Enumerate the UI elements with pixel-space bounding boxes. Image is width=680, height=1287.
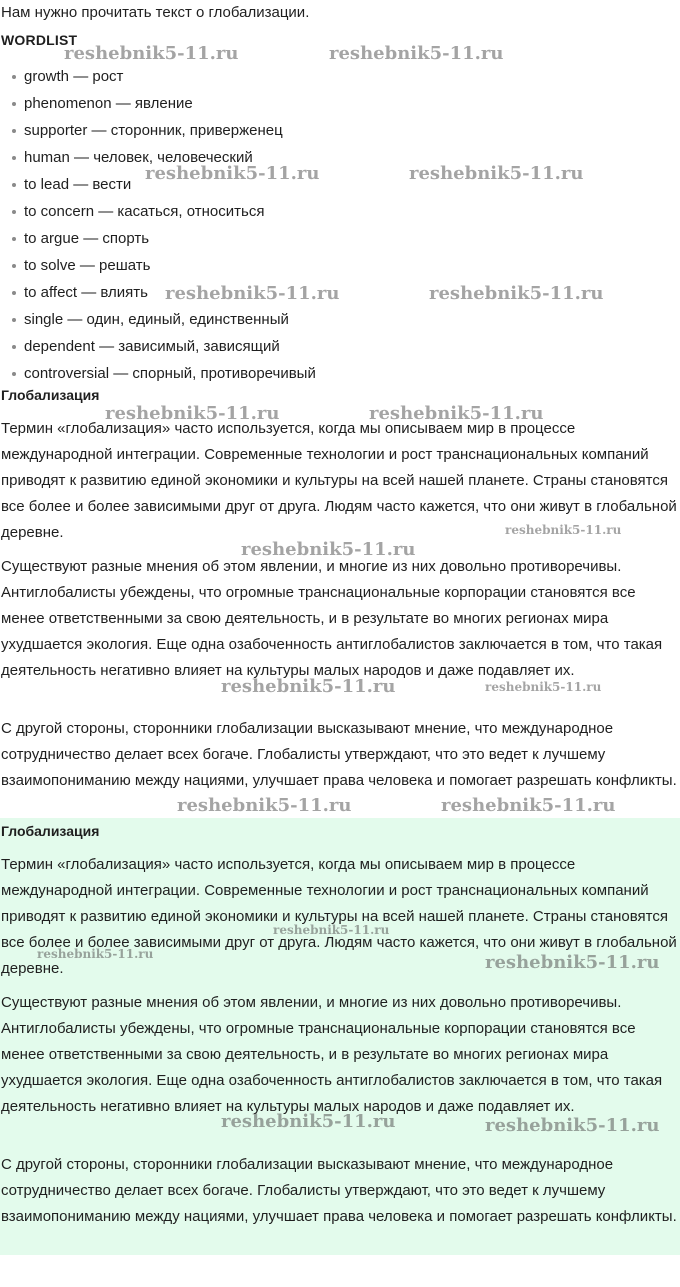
bullet-icon [12, 345, 16, 349]
bullet-icon [12, 318, 16, 322]
watermark: reshebnik5-11.ru [485, 952, 660, 973]
bullet-icon [12, 237, 16, 241]
wordlist-item-text: single — один, единый, единственный [24, 311, 289, 328]
text-paragraph-1: Термин «глобализация» часто используется, когда мы описываем мир в процессе международной интеграции. Современные технологии и рост транснациональных компаний приводят к развитию единой экономики и культуры на всей нашей планете. Страны становятся все более и более зависимыми друг от друга. Людям часто кажется, что они живут в глобальной деревне. [1, 420, 677, 541]
watermark: reshebnik5-11.ru [273, 923, 390, 937]
wordlist [0, 63, 316, 387]
bullet-icon [12, 210, 16, 214]
watermark: reshebnik5-11.ru [105, 403, 280, 424]
watermark: reshebnik5-11.ru [485, 680, 602, 694]
wordlist-item-text: to argue — спорть [24, 230, 150, 247]
wordlist-item [0, 63, 316, 90]
wordlist-item [0, 117, 316, 144]
wordlist-item [0, 90, 316, 117]
answer-paragraph-2: Существуют разные мнения об этом явлении, и многие из них довольно противоречивы. Антиглобалисты убеждены, что огромные транснациональные корпорации становятся все менее ответственными за свою деятельность, и в результате во многих регионах мира ухудшается экология. Еще одна озабоченность антиглобалистов заключается в том, что такая деятельность негативно влияет на культуры малых народов и даже подавляет их. [1, 994, 663, 1115]
bullet-icon [12, 129, 16, 133]
watermark: reshebnik5-11.ru [429, 283, 604, 304]
watermark: reshebnik5-11.ru [241, 539, 416, 560]
watermark: reshebnik5-11.ru [177, 795, 352, 816]
watermark: reshebnik5-11.ru [165, 283, 340, 304]
watermark: reshebnik5-11.ru [64, 43, 239, 64]
bullet-icon [12, 372, 16, 376]
wordlist-item-text: to affect — влиять [24, 284, 148, 301]
watermark: reshebnik5-11.ru [329, 43, 504, 64]
bullet-icon [12, 291, 16, 295]
bullet-icon [12, 102, 16, 106]
text-paragraph-3: С другой стороны, сторонники глобализации высказывают мнение, что международное сотрудничество делает всех богаче. Глобалисты утверждают, что это ведет к лучшему взаимопониманию между нациями, улучшает права человека и помогает разрешать конфликты. [1, 720, 677, 789]
watermark: reshebnik5-11.ru [221, 676, 396, 697]
watermark: reshebnik5-11.ru [145, 163, 320, 184]
watermark: reshebnik5-11.ru [441, 795, 616, 816]
wordlist-item-text: dependent — зависимый, зависящий [24, 338, 280, 355]
wordlist-item [0, 252, 316, 279]
bullet-icon [12, 183, 16, 187]
bullet-icon [12, 264, 16, 268]
wordlist-item-text: growth — рост [24, 68, 124, 85]
watermark: reshebnik5-11.ru [37, 947, 154, 961]
wordlist-item-text: to lead — вести [24, 176, 132, 193]
wordlist-item [0, 360, 316, 387]
wordlist-heading: WORDLIST [1, 32, 78, 48]
watermark: reshebnik5-11.ru [221, 1111, 396, 1132]
answer-paragraph-3: С другой стороны, сторонники глобализации высказывают мнение, что международное сотрудничество делает всех богаче. Глобалисты утверждают, что это ведет к лучшему взаимопониманию между нациями, улучшает права человека и помогает разрешать конфликты. [1, 1156, 677, 1225]
intro-text: Нам нужно прочитать текст о глобализации. [1, 4, 310, 21]
bullet-icon [12, 156, 16, 160]
watermark: reshebnik5-11.ru [409, 163, 584, 184]
text-heading: Глобализация [1, 387, 100, 403]
answer-heading: Глобализация [1, 823, 100, 839]
watermark: reshebnik5-11.ru [505, 523, 622, 537]
wordlist-item [0, 333, 316, 360]
wordlist-item-text: phenomenon — явление [24, 95, 193, 112]
wordlist-item-text: to concern — касаться, относиться [24, 203, 265, 220]
wordlist-item [0, 198, 316, 225]
wordlist-item [0, 306, 316, 333]
wordlist-item-text: human — человек, человеческий [24, 149, 253, 166]
text-paragraph-2: Существуют разные мнения об этом явлении, и многие из них довольно противоречивы. Антиглобалисты убеждены, что огромные транснациональные корпорации становятся все менее ответственными за свою деятельность, и в результате во многих регионах мира ухудшается экология. Еще одна озабоченность антиглобалистов заключается в том, что такая деятельность негативно влияет на культуры малых народов и даже подавляет их. [1, 558, 663, 679]
watermark: reshebnik5-11.ru [369, 403, 544, 424]
watermark: reshebnik5-11.ru [485, 1115, 660, 1136]
wordlist-item-text: controversial — спорный, противоречивый [24, 365, 316, 382]
answer-paragraph-1: Термин «глобализация» часто используется, когда мы описываем мир в процессе международной интеграции. Современные технологии и рост транснациональных компаний приводят к развитию единой экономики и культуры на всей нашей планете. Страны становятся все более и более зависимыми друг от друга. Людям часто кажется, что они живут в глобальной деревне. [1, 856, 677, 977]
wordlist-item-text: to solve — решать [24, 257, 151, 274]
bullet-icon [12, 75, 16, 79]
wordlist-item [0, 225, 316, 252]
wordlist-item-text: supporter — сторонник, приверженец [24, 122, 283, 139]
